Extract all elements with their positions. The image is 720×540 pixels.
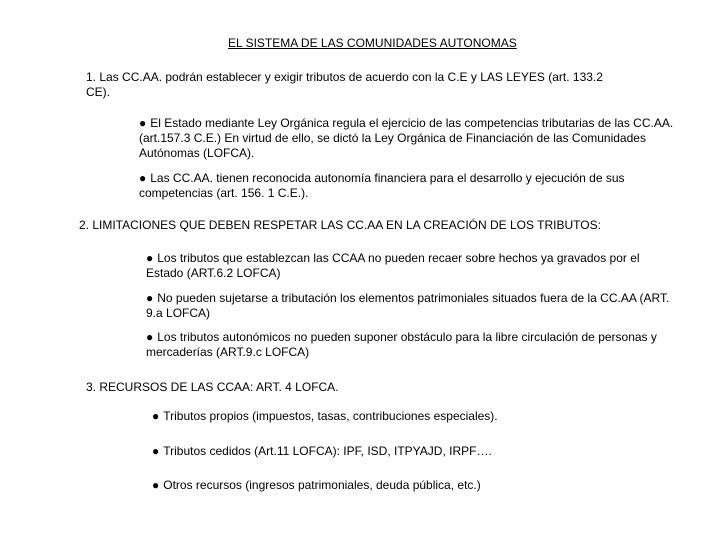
section-3-heading: 3. RECURSOS DE LAS CCAA: ART. 4 LOFCA. [86, 380, 339, 394]
bullet-text: Los tributos autonómicos no pueden suponer obstáculo para la libre circulación de personas y mercaderías (ART.9.c LOFCA) [146, 330, 657, 359]
bullet-text: Tributos propios (impuestos, tasas, contribuciones especiales). [163, 409, 498, 423]
bullet-text: Otros recursos (ingresos patrimoniales, deuda pública, etc.) [163, 478, 481, 492]
section-1-bullet-1 [139, 116, 684, 161]
bullet-text: Las CC.AA. tienen reconocida autonomía financiera para el desarrollo y ejecución de sus competencias (art. 156. 1 C.E.). [139, 171, 625, 200]
bullet-icon: ● [152, 444, 160, 458]
section-1-bullet-2 [139, 171, 639, 201]
section-2-heading: 2. LIMITACIONES QUE DEBEN RESPETAR LAS CC.AA EN LA CREACIÓN DE LOS TRIBUTOS: [79, 218, 601, 232]
bullet-icon: ● [146, 330, 154, 344]
bullet-icon: ● [152, 409, 160, 423]
section-2-bullet-2 [146, 291, 676, 321]
bullet-text: El Estado mediante Ley Orgánica regula el ejercicio de las competencias tributarias de las CC.AA. (art.157.3 C.E.) En virtud de ello, se dictó la Ley Orgánica de Financiación de las Comunidades Autónomas (LOFCA). [139, 116, 674, 160]
section-3-bullet-2 [152, 444, 492, 459]
bullet-icon: ● [146, 291, 154, 305]
section-1-heading: 1. Las CC.AA. podrán establecer y exigir tributos de acuerdo con la C.E y LAS LEYES (art. 133.2 CE). [86, 70, 603, 99]
section-3-bullet-3 [152, 478, 481, 493]
section-2-bullet-1 [146, 251, 646, 281]
bullet-icon: ● [139, 171, 147, 185]
page-title: EL SISTEMA DE LAS COMUNIDADES AUTONOMAS [228, 36, 517, 50]
bullet-text: Tributos cedidos (Art.11 LOFCA): IPF, ISD, ITPYAJD, IRPF…. [163, 444, 492, 458]
bullet-text: Los tributos que establezcan las CCAA no pueden recaer sobre hechos ya gravados por el Estado (ART.6.2 LOFCA) [146, 251, 640, 280]
bullet-icon: ● [139, 116, 147, 130]
bullet-icon: ● [146, 251, 154, 265]
section-3-bullet-1 [152, 409, 498, 424]
section-2-bullet-3 [146, 330, 661, 360]
bullet-icon: ● [152, 478, 160, 492]
bullet-text: No pueden sujetarse a tributación los elementos patrimoniales situados fuera de la CC.AA (ART. 9.a LOFCA) [146, 291, 670, 320]
